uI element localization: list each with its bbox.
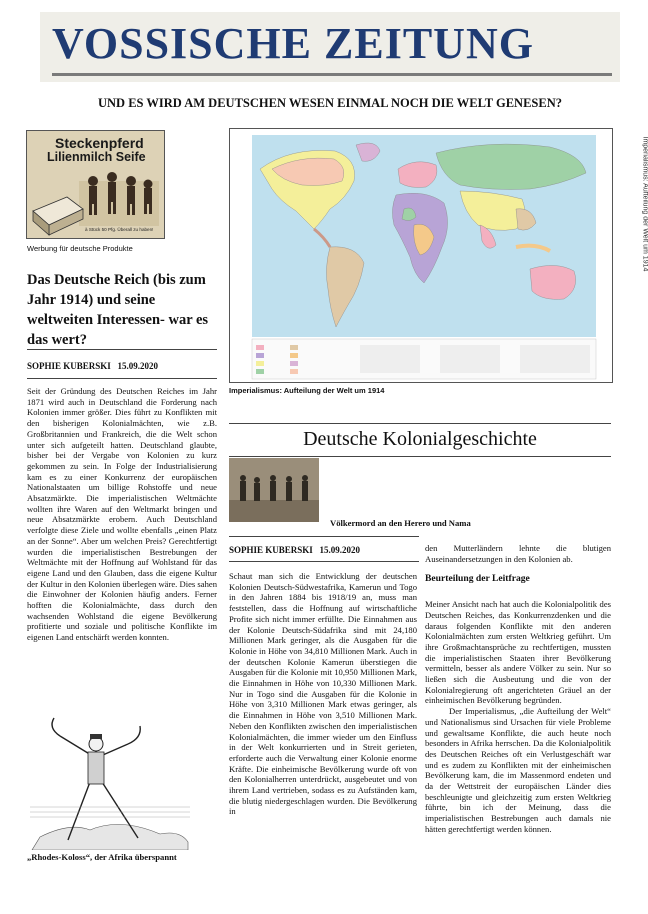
colonial-col1-text: Schaut man sich die Entwicklung der deutschen Kolonien Deutsch-Südwestafrika, Kamerun und Togo in den Jahren 1884 bis 1918/19 an, muss man feststellen, dass die Hoffnung auf wirtschaftliche Profite sich nicht immer erfüllte. Die Einnahmen aus der Kolonie Deutsch-Südafrika sind mit 24,180 Millionen Mark geringer, als die Ausgaben für die Kolonie in Höhe von 34,810 Millionen Mark. Auch in der deutschen Kolonie Kamerun überstiegen die Ausgaben für die Kolonie mit 10,950 Millionen Mark, die Einnahmen in Höhe von 10,330 Millionen Mark. Nur in Togo sind die Ausgaben für die Kolonie in Höhe von 3,310 Millionen Mark etwas geringer, als die Einnahmen in Höhe von 3,510 Millionen Mark. Neben den Konflikten zwischen den imperialistischen Kolonialmächten, die immer wieder um den Einfluss in der Welt konkurrierten und in Streit gerieten, erforderte auch die Verwaltung einer Kolonie enorme Kräfte. Die einheimische Bevölkerung wurde oft von den Kolonialherren unterdrückt, ausgebeutet und von ihrem Land vertrieben, sodass es zu Aufständen kam, die blutig niedergeschlagen wurden. Die Bevölkerung in (229, 571, 417, 817)
rhodes-caption: „Rhodes-Koloss“, der Afrika überspannt (27, 852, 177, 862)
colonial-col2-p2: Der Imperialismus, „die Aufteilung der Welt“ und Nationalismus sind Ursachen für viele Probleme und gewaltsame Konflikte, die auch heute noch besonders in Afrika herrschen. Da die Kolonialpolitik des Deutschen Reiches oft ein Verlustgeschäft war und es zudem zu Konflikten mit der einheimischen Bevölkerung kam, die im Massenmord endeten und da der Wettstreit der europäischen Länder dies beschleunigte und gleichzeitig zum ersten Weltkrieg führte, bin ich der Meinung, dass die imperialistischen Bestrebungen auch damals nie hätten gerechtfertigt werden können. (425, 706, 611, 834)
colonial-rule-bottom (229, 456, 611, 457)
lead-headline: Das Deutsche Reich (bis zum Jahr 1914) und seine weltweiten Interessen- war es das wert? (27, 272, 209, 348)
herero-caption: Völkermord an den Herero und Nama (330, 518, 471, 528)
masthead-rule (52, 73, 612, 76)
imperialism-map (230, 129, 612, 382)
colonial-col2-p1: Meiner Ansicht nach hat auch die Kolonialpolitik des Deutschen Reiches, das Konkurrenzdenken und die daraus folgenden Konflikte mit den anderen Kolonialmächten zum ersten Weltkrieg geführt. Um ihre Großmachtansprüche zu rechtfertigen, mussten die imperialistischen Staaten ihrer Bevölkerung vermitteln, besser als andere Völker zu sein. Nur so ließen sich die Ausbeutung und die von der Kolonialregierung oft angerichteten Gräuel an der einheimischen Bevölkerung begründen. (425, 599, 611, 706)
colonial-byline-rule-top (229, 536, 419, 537)
colonial-col2-intro: den Mutterländern lehnte die blutigen Auseinandersetzungen in den Kolonien ab. (425, 543, 611, 564)
colonial-byline: SOPHIE KUBERSKI 15.09.2020 (229, 545, 361, 555)
lead-rule-top (27, 349, 217, 350)
lead-body-text: Seit der Gründung des Deutschen Reiches im Jahr 1871 wird auch in Deutschland die Forderung nach Kolonien immer größer. Dies führt zu Konflikten mit den bisherigen Kolonialmächten, wie z.B. Großbritannien und Frankreich, die die Welt schon unter sich aufgeteilt hatten. Deutschland glaubte, bisher bei der Vergabe von Kolonien zu kurz gekommen zu sein. In Folge der Industrialisierung kam es zu einer Konkurrenz der europäischen Nationalstaaten um billige Rohstoffe und neue Absatzmärkte. Die imperialistischen Weltmächte wollten ihre Waren auf den Weltmarkt bringen und neue Absatzmärkte erobern. Auch Deutschland verfolgte diese Ziele und wollte ebenfalls „einen Platz an der Sonne“. Aber um welchen Preis? Gerechtfertigt wurden die imperialistischen Bestrebungen der Weltmächte mit der Hoffnung auf Wohlstand für das eigene Land und den Glauben, dass die eigene Kultur der Kultur in den Kolonien überlegen wäre. Dies sahen die Einwohner der Kolonien häufig anders. Ferner hofften die Kolonialmächte, dass durch den wachsenden Wohlstand die eigene Bevölkerung profitierte und soziale und politische Konflikte im eigenen Land entschärft werden konnten. (27, 386, 217, 643)
slogan: UND ES WIRD AM DEUTSCHEN WESEN EINMAL NOCH DIE WELT GENESEN? (97, 96, 562, 110)
newspaper-title: VOSSISCHE ZEITUNG (52, 19, 534, 68)
herero-photo-image (229, 458, 319, 522)
ad-image (26, 130, 165, 239)
rhodes-cartoon (30, 712, 190, 850)
colonial-column-1 (229, 571, 417, 817)
rhodes-image (30, 712, 190, 850)
world-map (229, 128, 613, 383)
colonial-byline-rule-bottom (229, 561, 419, 562)
ad-brand-line2: Lilienmilch Seife (47, 150, 146, 164)
lead-body (27, 386, 217, 643)
colonial-column-2 (425, 543, 611, 835)
herero-photo (229, 458, 319, 522)
ad-caption: Werbung für deutsche Produkte (27, 244, 133, 253)
lead-rule-bottom (27, 378, 217, 379)
map-caption: Imperialismus: Aufteilung der Welt um 1914 (229, 386, 385, 395)
ad-price-text: à Stück 50 Pfg. Überall zu haben! (85, 227, 154, 232)
colonial-rule-top (229, 423, 611, 424)
map-side-label: Imperialismus: Aufteilung der Welt um 1914 (641, 136, 648, 272)
lead-byline: SOPHIE KUBERSKI 15.09.2020 (27, 361, 159, 371)
colonial-heading: Deutsche Kolonialgeschichte (303, 428, 537, 450)
colonial-subheading: Beurteilung der Leitfrage (425, 573, 530, 585)
ad-brand-line1: Steckenpferd (55, 135, 144, 151)
